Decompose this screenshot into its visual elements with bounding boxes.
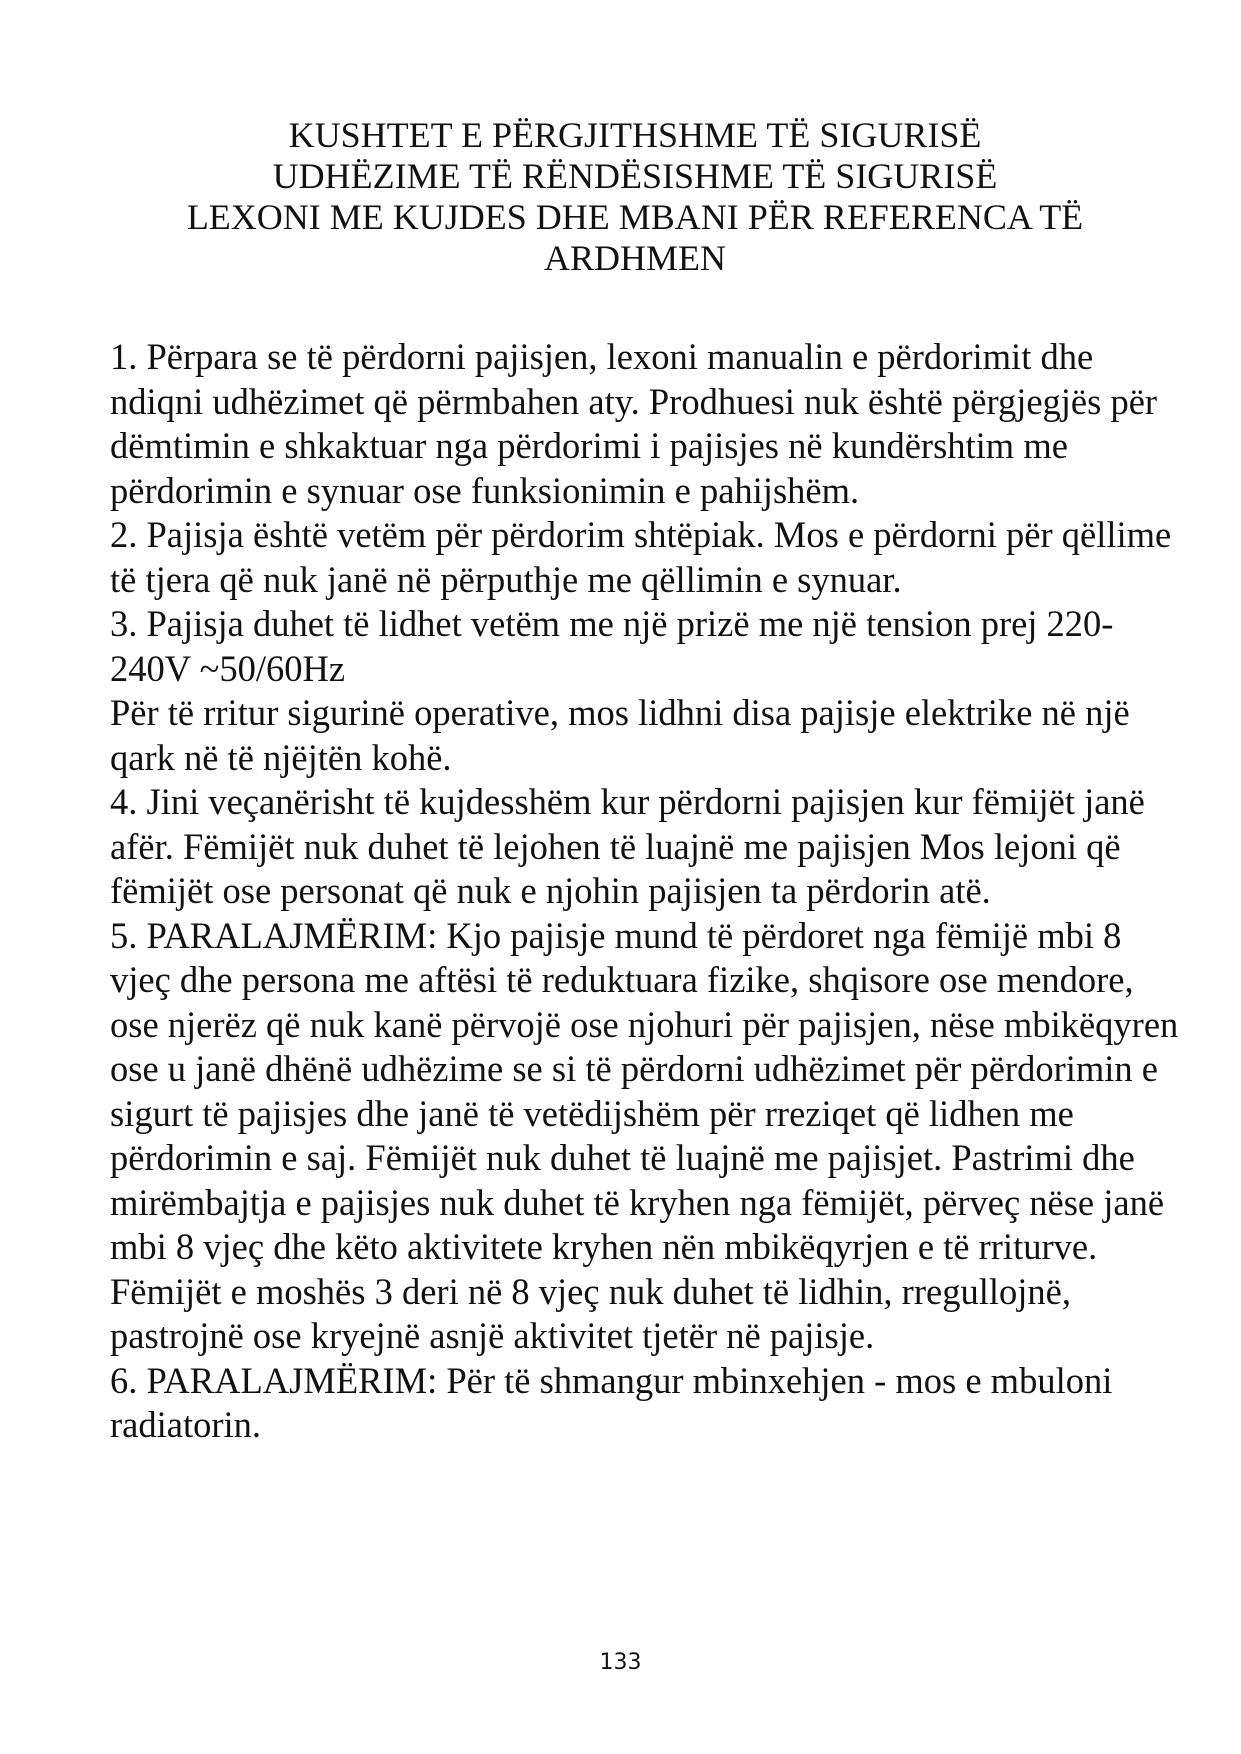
instruction-item-3-note: Për të rritur sigurinë operative, mos lidhni disa pajisje elektrike në një qark në të njëjtën kohë. — [110, 692, 1130, 778]
instruction-item-5: 5. PARALAJMËRIM: Kjo pajisje mund të përdoret nga fëmijë mbi 8 vjeç dhe persona me aftësi të reduktuara fizike, shqisore ose mendore, ose njerëz që nuk kanë përvojë ose njohuri për pajisjen, nëse mbikëqyren ose u janë dhënë udhëzime se si të përdorni udhëzimet për përdorimin e sigurt të pajisjes dhe janë të vetëdijshëm për rreziqet që lidhen me përdorimin e saj. Fëmijët nuk duhet të luajnë me pajisjet. Pastrimi dhe mirëmbajtja e pajisjes nuk duhet të kryhen nga fëmijët, përveç nëse janë mbi 8 vjeç dhe këto aktivitete kryhen nën mbikëqyrjen e të rriturve. Fëmijët e moshës 3 deri në 8 vjeç nuk duhet të lidhin, rregullojnë, pastrojnë ose kryejnë asnjë aktivitet tjetër në pajisje. — [110, 914, 1179, 1356]
safety-heading — [110, 115, 1160, 279]
instruction-item-2: 2. Pajisja është vetëm për përdorim shtëpiak. Mos e përdorni për qëllime të tjera që nuk janë në përputhje me qëllimin e synuar. — [110, 514, 1172, 600]
instruction-item-1: 1. Përpara se të përdorni pajisjen, lexoni manualin e përdorimit dhe ndiqni udhëzimet që përmbahen aty. Prodhuesi nuk është përgjegjës për dëmtimin e shkaktuar nga përdorimi i pajisjes në kundërshtim me përdorimin e synuar ose funksionimin e pahijshëm. — [110, 336, 1158, 511]
instruction-item-3: 3. Pajisja duhet të lidhet vetëm me një prizë me një tension prej 220-240V ~50/60Hz — [110, 603, 1114, 689]
safety-instructions-body — [110, 335, 1185, 1448]
instruction-item-6: 6. PARALAJMËRIM: Për të shmangur mbinxehjen - mos e mbuloni radiatorin. — [110, 1359, 1113, 1445]
heading-line-general-safety: KUSHTET E PËRGJITHSHME TË SIGURISË — [288, 115, 982, 155]
heading-line-important-instructions: UDHËZIME TË RËNDËSISHME TË SIGURISË — [272, 156, 998, 196]
page-number: 133 — [599, 1650, 642, 1675]
instruction-item-4: 4. Jini veçanërisht të kujdesshëm kur përdorni pajisjen kur fëmijët janë afër. Fëmijët nuk duhet të lejohen të luajnë me pajisjen Mos lejoni që fëmijët ose personat që nuk e njohin pajisjen ta përdorin atë. — [110, 781, 1145, 911]
heading-line-read-carefully: LEXONI ME KUJDES DHE MBANI PËR REFERENCA TË ARDHMEN — [186, 197, 1084, 278]
